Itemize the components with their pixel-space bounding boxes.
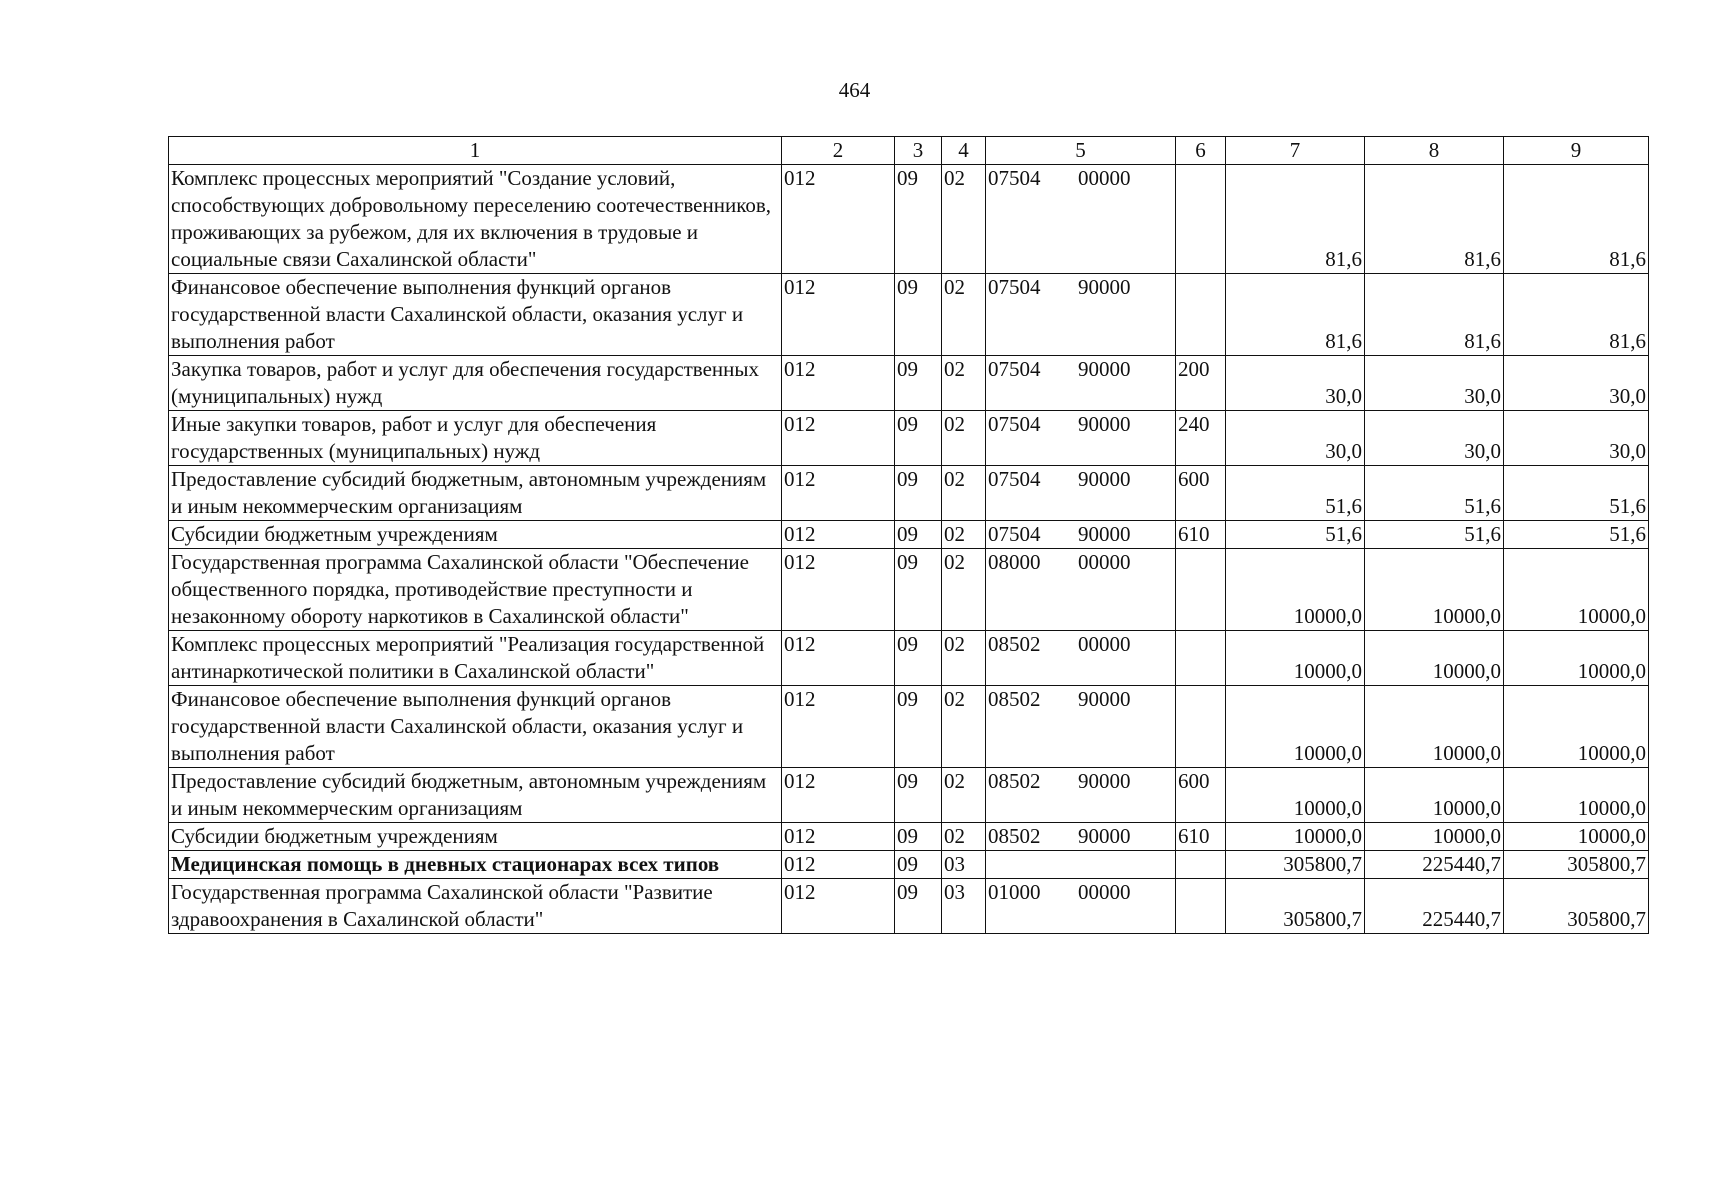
- target-article-direction-code: 00000: [1078, 166, 1131, 190]
- subsection-code-cell: 02: [942, 686, 986, 768]
- ministry-code-cell: 012: [782, 686, 895, 768]
- table-row: [169, 823, 1649, 851]
- ministry-code-cell: 012: [782, 274, 895, 356]
- target-article-program-code: 08502: [988, 687, 1041, 711]
- row-name-cell: Финансовое обеспечение выполнения функций органов государственной власти Сахалинской области, оказания услуг и выполнения работ: [169, 274, 782, 356]
- amount-col-8-cell: 51,6: [1365, 466, 1504, 521]
- table-row: [169, 851, 1649, 879]
- amount-col-7-cell: 10000,0: [1226, 768, 1365, 823]
- target-article-program-code: 07504: [988, 275, 1041, 299]
- amount-col-7-cell: 30,0: [1226, 356, 1365, 411]
- header-col-5: 5: [986, 137, 1176, 165]
- target-article-direction-code: 90000: [1078, 687, 1131, 711]
- ministry-code-cell: 012: [782, 521, 895, 549]
- expense-type-cell: [1176, 274, 1226, 356]
- ministry-code-cell: 012: [782, 165, 895, 274]
- subsection-code-cell: 02: [942, 356, 986, 411]
- expense-type-cell: [1176, 851, 1226, 879]
- target-article-program-code: 07504: [988, 412, 1041, 436]
- table-row: [169, 768, 1649, 823]
- section-code-cell: 09: [895, 879, 942, 934]
- table-row: [169, 274, 1649, 356]
- table-row: [169, 631, 1649, 686]
- row-name-cell: Государственная программа Сахалинской области "Обеспечение общественного порядка, противодействие преступности и незаконному обороту наркотиков в Сахалинской области": [169, 549, 782, 631]
- row-name-cell: Закупка товаров, работ и услуг для обеспечения государственных (муниципальных) нужд: [169, 356, 782, 411]
- row-name-cell: Комплекс процессных мероприятий "Реализация государственной антинаркотической политики в Сахалинской области": [169, 631, 782, 686]
- expense-type-cell: [1176, 686, 1226, 768]
- row-name-cell: Государственная программа Сахалинской области "Развитие здравоохранения в Сахалинской области": [169, 879, 782, 934]
- subsection-code-cell: 02: [942, 631, 986, 686]
- row-name-cell: Субсидии бюджетным учреждениям: [169, 823, 782, 851]
- table-row: [169, 411, 1649, 466]
- section-code-cell: 09: [895, 686, 942, 768]
- ministry-code-cell: 012: [782, 411, 895, 466]
- amount-col-8-cell: 225440,7: [1365, 851, 1504, 879]
- target-article-direction-code: 90000: [1078, 467, 1131, 491]
- amount-col-8-cell: 81,6: [1365, 165, 1504, 274]
- amount-col-9-cell: 51,6: [1504, 466, 1649, 521]
- section-code-cell: 09: [895, 823, 942, 851]
- target-article-direction-code: 90000: [1078, 275, 1131, 299]
- header-col-4: 4: [942, 137, 986, 165]
- expense-type-cell: 610: [1176, 521, 1226, 549]
- amount-col-7-cell: 10000,0: [1226, 549, 1365, 631]
- target-article-cell: [986, 411, 1176, 466]
- target-article-program-code: 08502: [988, 824, 1041, 848]
- table-row: [169, 466, 1649, 521]
- header-col-2: 2: [782, 137, 895, 165]
- table-row: [169, 165, 1649, 274]
- table-header: [169, 137, 1649, 165]
- subsection-code-cell: 02: [942, 466, 986, 521]
- amount-col-9-cell: 10000,0: [1504, 549, 1649, 631]
- section-code-cell: 09: [895, 521, 942, 549]
- amount-col-7-cell: 51,6: [1226, 466, 1365, 521]
- target-article-cell: [986, 466, 1176, 521]
- target-article-program-code: 01000: [988, 880, 1041, 904]
- target-article-cell: [986, 356, 1176, 411]
- header-col-3: 3: [895, 137, 942, 165]
- subsection-code-cell: 03: [942, 879, 986, 934]
- target-article-cell: [986, 879, 1176, 934]
- target-article-cell: [986, 631, 1176, 686]
- target-article-cell: [986, 274, 1176, 356]
- section-code-cell: 09: [895, 274, 942, 356]
- subsection-code-cell: 02: [942, 274, 986, 356]
- table-row: [169, 549, 1649, 631]
- row-name-cell: Предоставление субсидий бюджетным, автономным учреждениям и иным некоммерческим организациям: [169, 768, 782, 823]
- amount-col-8-cell: 81,6: [1365, 274, 1504, 356]
- amount-col-8-cell: 30,0: [1365, 356, 1504, 411]
- table-row: [169, 686, 1649, 768]
- header-col-6: 6: [1176, 137, 1226, 165]
- amount-col-7-cell: 10000,0: [1226, 686, 1365, 768]
- row-name-cell: Иные закупки товаров, работ и услуг для обеспечения государственных (муниципальных) нужд: [169, 411, 782, 466]
- target-article-cell: [986, 768, 1176, 823]
- section-code-cell: 09: [895, 768, 942, 823]
- expense-type-cell: 610: [1176, 823, 1226, 851]
- amount-col-7-cell: 305800,7: [1226, 851, 1365, 879]
- amount-col-9-cell: 81,6: [1504, 165, 1649, 274]
- expense-type-cell: 600: [1176, 466, 1226, 521]
- amount-col-9-cell: 30,0: [1504, 356, 1649, 411]
- amount-col-9-cell: 10000,0: [1504, 631, 1649, 686]
- amount-col-8-cell: 10000,0: [1365, 768, 1504, 823]
- subsection-code-cell: 02: [942, 823, 986, 851]
- amount-col-7-cell: 10000,0: [1226, 823, 1365, 851]
- subsection-code-cell: 03: [942, 851, 986, 879]
- ministry-code-cell: 012: [782, 356, 895, 411]
- ministry-code-cell: 012: [782, 823, 895, 851]
- row-name-cell: Комплекс процессных мероприятий "Создание условий, способствующих добровольному переселению соотечественников, проживающих за рубежом, для их включения в трудовые и социальные связи Сахалинской области": [169, 165, 782, 274]
- target-article-direction-code: 00000: [1078, 632, 1131, 656]
- target-article-cell: [986, 823, 1176, 851]
- section-code-cell: 09: [895, 549, 942, 631]
- section-code-cell: 09: [895, 411, 942, 466]
- target-article-cell: [986, 851, 1176, 879]
- expense-type-cell: [1176, 631, 1226, 686]
- amount-col-7-cell: 30,0: [1226, 411, 1365, 466]
- section-code-cell: 09: [895, 466, 942, 521]
- amount-col-7-cell: 10000,0: [1226, 631, 1365, 686]
- table-row: [169, 356, 1649, 411]
- target-article-direction-code: 90000: [1078, 769, 1131, 793]
- expense-type-cell: 600: [1176, 768, 1226, 823]
- amount-col-8-cell: 225440,7: [1365, 879, 1504, 934]
- target-article-program-code: 08000: [988, 550, 1041, 574]
- target-article-direction-code: 00000: [1078, 880, 1131, 904]
- target-article-direction-code: 90000: [1078, 522, 1131, 546]
- ministry-code-cell: 012: [782, 466, 895, 521]
- target-article-direction-code: 90000: [1078, 357, 1131, 381]
- ministry-code-cell: 012: [782, 768, 895, 823]
- table-row: [169, 521, 1649, 549]
- amount-col-8-cell: 10000,0: [1365, 631, 1504, 686]
- section-code-cell: 09: [895, 165, 942, 274]
- target-article-cell: [986, 549, 1176, 631]
- amount-col-8-cell: 51,6: [1365, 521, 1504, 549]
- row-name-cell: Субсидии бюджетным учреждениям: [169, 521, 782, 549]
- table-row: [169, 879, 1649, 934]
- budget-table: [168, 136, 1649, 934]
- header-col-7: 7: [1226, 137, 1365, 165]
- header-col-8: 8: [1365, 137, 1504, 165]
- amount-col-7-cell: 51,6: [1226, 521, 1365, 549]
- subsection-code-cell: 02: [942, 411, 986, 466]
- ministry-code-cell: 012: [782, 631, 895, 686]
- amount-col-9-cell: 51,6: [1504, 521, 1649, 549]
- expense-type-cell: [1176, 549, 1226, 631]
- target-article-program-code: 07504: [988, 467, 1041, 491]
- expense-type-cell: [1176, 879, 1226, 934]
- amount-col-9-cell: 305800,7: [1504, 879, 1649, 934]
- subsection-code-cell: 02: [942, 165, 986, 274]
- target-article-cell: [986, 521, 1176, 549]
- target-article-program-code: 08502: [988, 769, 1041, 793]
- table-body: [169, 165, 1649, 934]
- subsection-code-cell: 02: [942, 768, 986, 823]
- amount-col-8-cell: 10000,0: [1365, 549, 1504, 631]
- header-row: [169, 137, 1649, 165]
- target-article-direction-code: 00000: [1078, 550, 1131, 574]
- amount-col-8-cell: 30,0: [1365, 411, 1504, 466]
- header-col-1: 1: [169, 137, 782, 165]
- amount-col-9-cell: 81,6: [1504, 274, 1649, 356]
- section-code-cell: 09: [895, 851, 942, 879]
- ministry-code-cell: 012: [782, 549, 895, 631]
- row-name-cell: Предоставление субсидий бюджетным, автономным учреждениям и иным некоммерческим организациям: [169, 466, 782, 521]
- expense-type-cell: 200: [1176, 356, 1226, 411]
- target-article-program-code: 07504: [988, 357, 1041, 381]
- ministry-code-cell: 012: [782, 851, 895, 879]
- amount-col-9-cell: 10000,0: [1504, 823, 1649, 851]
- target-article-program-code: 07504: [988, 522, 1041, 546]
- row-name-cell: Медицинская помощь в дневных стационарах всех типов: [169, 851, 782, 879]
- target-article-cell: [986, 165, 1176, 274]
- subsection-code-cell: 02: [942, 549, 986, 631]
- amount-col-9-cell: 10000,0: [1504, 768, 1649, 823]
- section-code-cell: 09: [895, 631, 942, 686]
- target-article-program-code: 08502: [988, 632, 1041, 656]
- expense-type-cell: [1176, 165, 1226, 274]
- page-number: 464: [838, 78, 871, 102]
- amount-col-8-cell: 10000,0: [1365, 823, 1504, 851]
- amount-col-9-cell: 30,0: [1504, 411, 1649, 466]
- expense-type-cell: 240: [1176, 411, 1226, 466]
- amount-col-7-cell: 305800,7: [1226, 879, 1365, 934]
- section-code-cell: 09: [895, 356, 942, 411]
- amount-col-9-cell: 10000,0: [1504, 686, 1649, 768]
- row-name-cell: Финансовое обеспечение выполнения функций органов государственной власти Сахалинской области, оказания услуг и выполнения работ: [169, 686, 782, 768]
- amount-col-7-cell: 81,6: [1226, 274, 1365, 356]
- amount-col-8-cell: 10000,0: [1365, 686, 1504, 768]
- subsection-code-cell: 02: [942, 521, 986, 549]
- target-article-cell: [986, 686, 1176, 768]
- target-article-direction-code: 90000: [1078, 412, 1131, 436]
- amount-col-7-cell: 81,6: [1226, 165, 1365, 274]
- target-article-direction-code: 90000: [1078, 824, 1131, 848]
- ministry-code-cell: 012: [782, 879, 895, 934]
- amount-col-9-cell: 305800,7: [1504, 851, 1649, 879]
- target-article-program-code: 07504: [988, 166, 1041, 190]
- header-col-9: 9: [1504, 137, 1649, 165]
